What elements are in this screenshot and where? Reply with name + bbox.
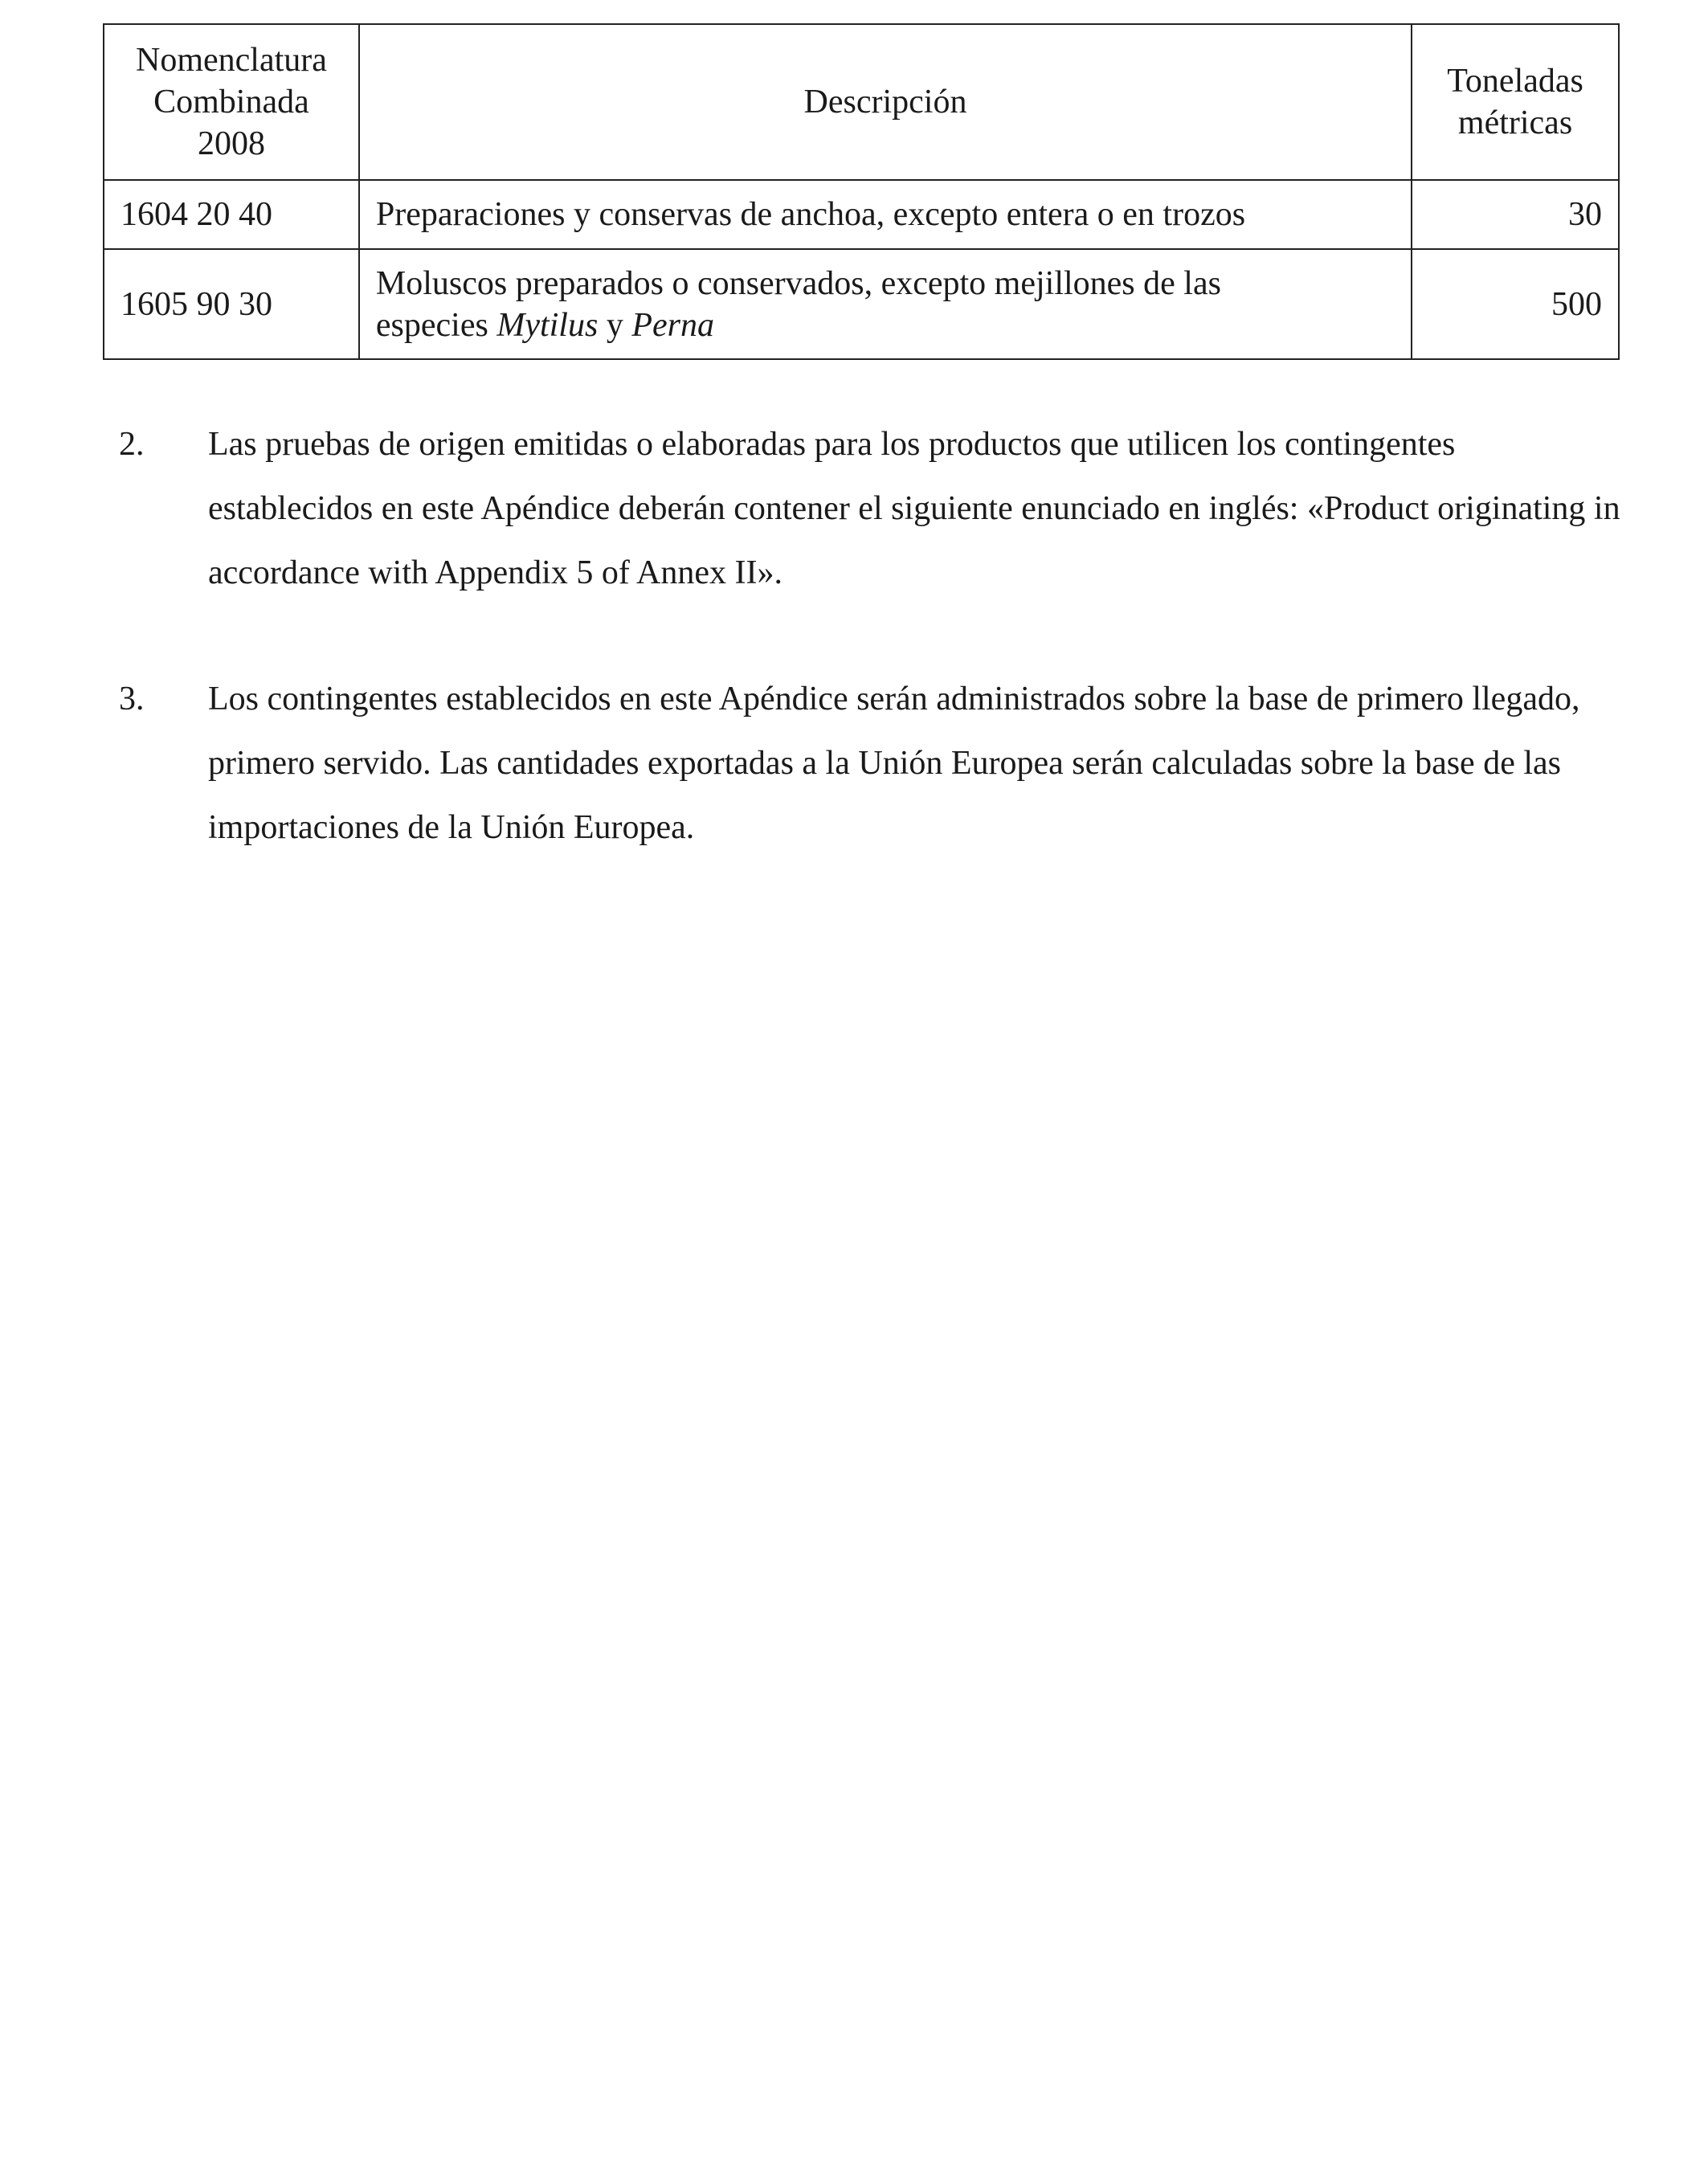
header-code-line3: 2008 (197, 125, 265, 162)
cell-description-middle: y (598, 306, 632, 344)
paragraph-2 (119, 412, 1621, 605)
header-tonnes-line2: métricas (1457, 104, 1573, 141)
header-description-label: Descripción (803, 84, 967, 121)
header-description (359, 24, 1412, 180)
species-mytilus: Mytilus (496, 306, 599, 344)
cell-description-line1: Moluscos preparados o conservados, excepto mejillones de las (375, 264, 1221, 302)
cell-tonnes: 500 (1412, 249, 1619, 359)
quota-table (103, 23, 1620, 360)
header-code-line2: Combinada (153, 84, 309, 121)
species-perna: Perna (631, 306, 714, 344)
table-header-row (104, 24, 1619, 180)
header-code-line1: Nomenclatura (136, 42, 327, 79)
cell-description-prefix: especies (375, 306, 497, 344)
paragraph-text: Los contingentes establecidos en este Apéndice serán administrados sobre la base de primero llegado, primero servido. Las cantidades exportadas a la Unión Europea serán calculadas sobre la base de las importaciones de la Unión Europea. (208, 681, 1580, 846)
paragraph-text: Las pruebas de origen emitidas o elaboradas para los productos que utilicen los contingentes establecidos en este Apéndice deberán contener el siguiente enunciado en inglés: «Product originating in accordance with Appendix 5 of Annex II». (208, 426, 1620, 591)
table-row (104, 249, 1619, 359)
cell-tonnes: 30 (1412, 180, 1619, 249)
header-combined-nomenclature (104, 24, 359, 180)
cell-description (359, 249, 1412, 359)
cell-description: Preparaciones y conservas de anchoa, excepto entera o en trozos (359, 180, 1412, 249)
table-row (104, 180, 1619, 249)
paragraph-number: 2. (119, 426, 145, 463)
cell-code: 1605 90 30 (104, 249, 359, 359)
cell-code: 1604 20 40 (104, 180, 359, 249)
paragraph-3 (119, 667, 1621, 860)
header-metric-tonnes (1412, 24, 1619, 180)
header-tonnes-line1: Toneladas (1447, 63, 1583, 100)
paragraph-number: 3. (119, 681, 145, 717)
